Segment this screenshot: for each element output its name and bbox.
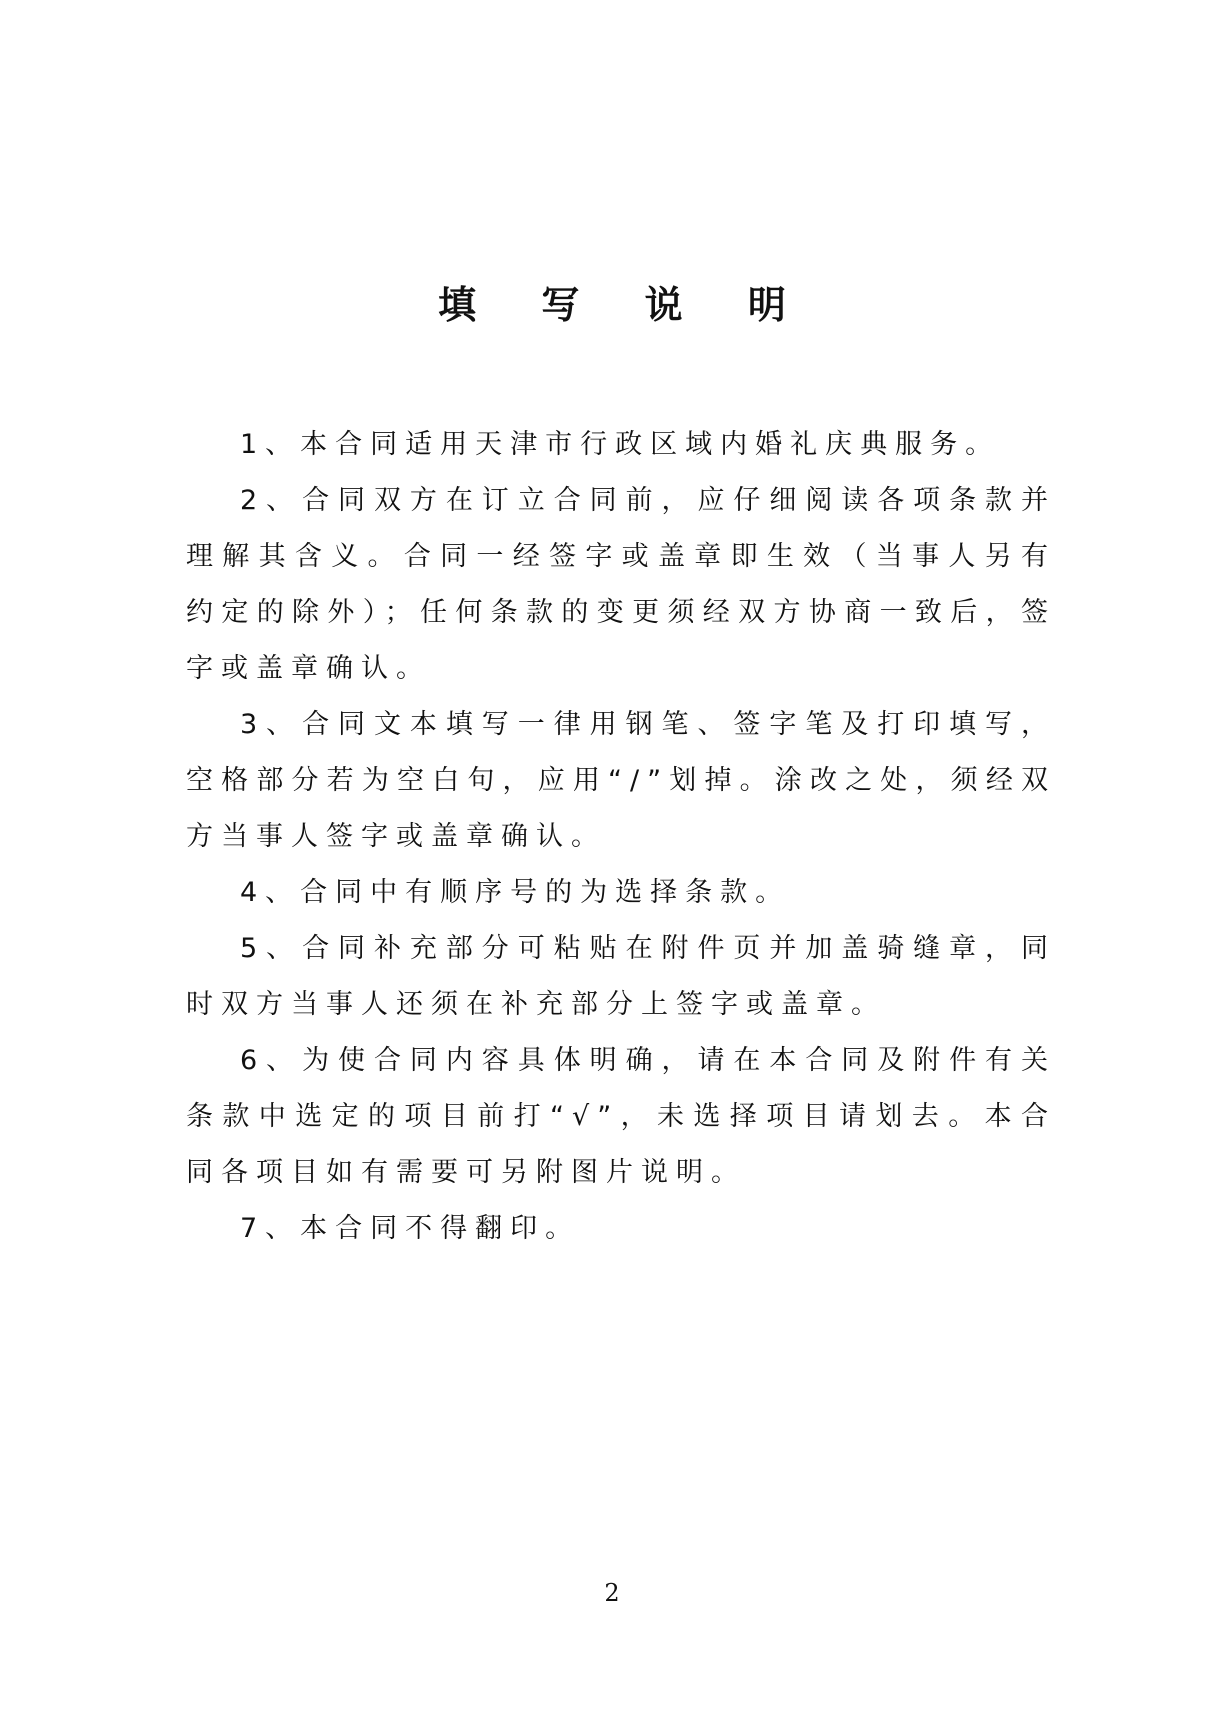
instruction-item-2: 2、合同双方在订立合同前，应仔细阅读各项条款并理解其含义。合同一经签字或盖章即生效（当事人另有约定的除外）；任何条款的变更须经双方协商一致后，签字或盖章确认。 <box>186 485 1056 684</box>
instruction-item-5: 5、合同补充部分可粘贴在附件页并加盖骑缝章，同时双方当事人还须在补充部分上签字或盖章。 <box>186 933 1056 1020</box>
page-title: 填 写 说 明 <box>438 283 812 327</box>
page-number: 2 <box>604 1579 620 1607</box>
instruction-item-3: 3、合同文本填写一律用钢笔、签字笔及打印填写，空格部分若为空白句，应用“/”划掉。涂改之处，须经双方当事人签字或盖章确认。 <box>186 709 1056 852</box>
instruction-item-7: 7、本合同不得翻印。 <box>240 1213 581 1244</box>
instruction-item-4: 4、合同中有顺序号的为选择条款。 <box>240 877 791 908</box>
instructions-body <box>186 417 1056 1257</box>
instruction-item-1: 1、本合同适用天津市行政区域内婚礼庆典服务。 <box>240 429 1001 460</box>
instruction-item-6: 6、为使合同内容具体明确，请在本合同及附件有关条款中选定的项目前打“√”，未选择项目请划去。本合同各项目如有需要可另附图片说明。 <box>186 1045 1056 1188</box>
